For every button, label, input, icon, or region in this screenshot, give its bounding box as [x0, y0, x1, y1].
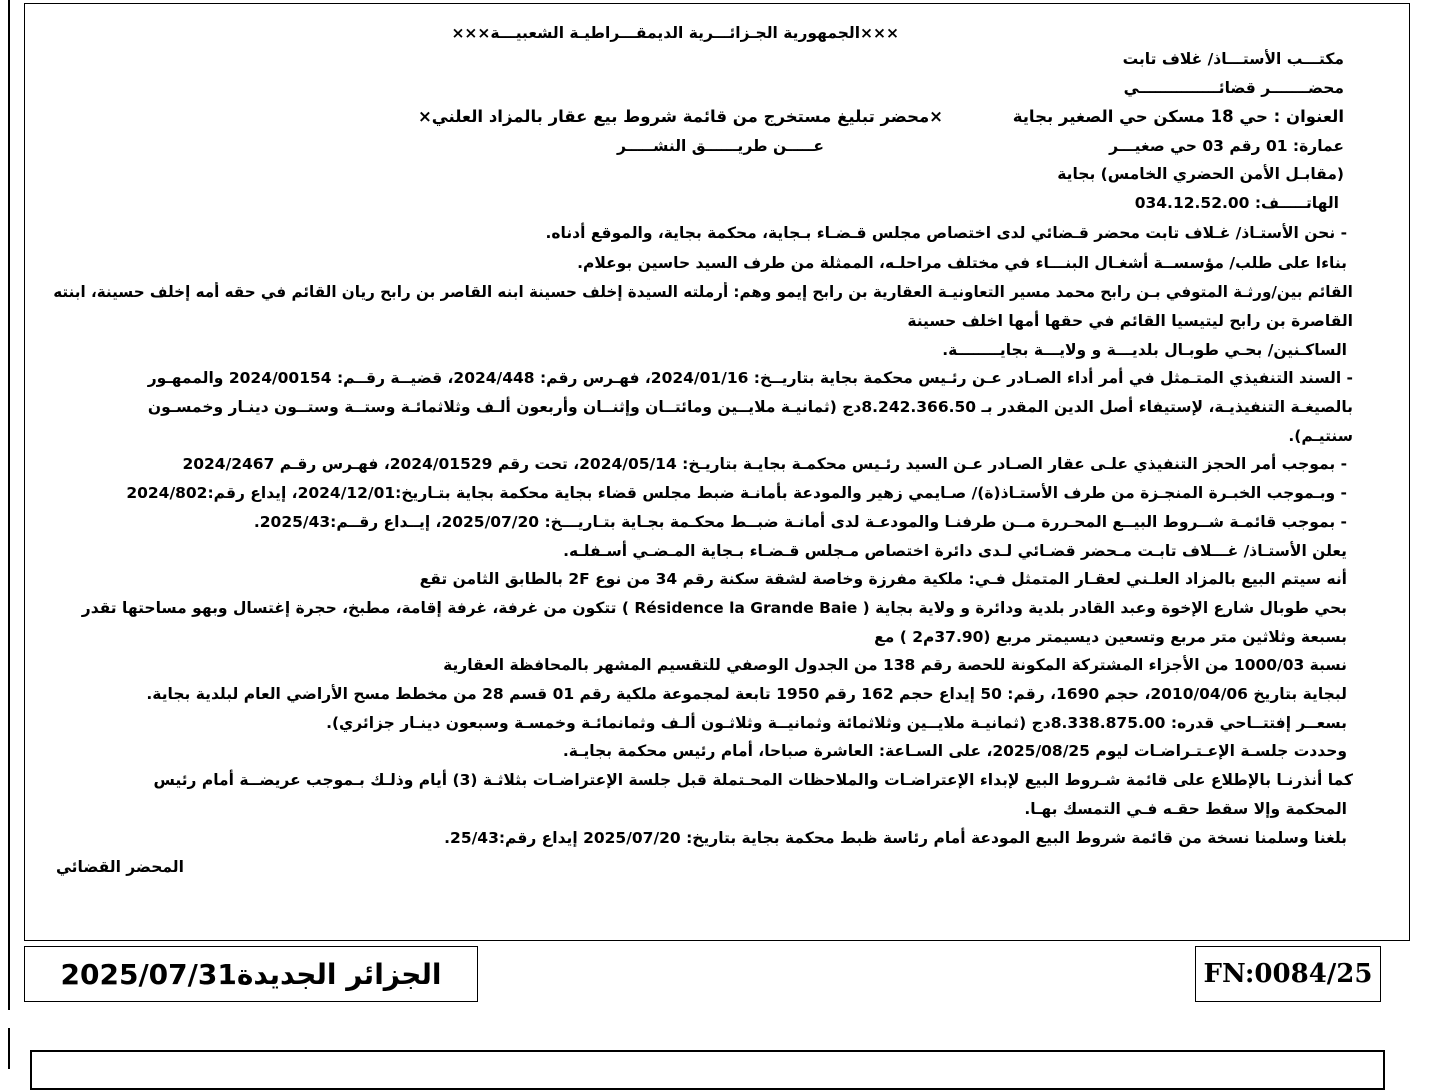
body-line: - بموجب أمر الحجز التنفيذي علـى عقار الصـادر عـن السيد رئـيس محكمـة بجايـة بتاريـخ: 2024/05/14، تحت رقم 2024/01529، فهـرس رقـم 2024/2467	[182, 455, 1347, 473]
body-line: بناءا على طلب/ مؤسســة أشغـال البنـــاء في مختلف مراحلـه، الممثلة من طرف السيد حاسين بوعلام.	[577, 254, 1347, 272]
left-column-rule-lower	[8, 1028, 10, 1069]
body-line: - السند التنفيذي المتـمثل في أمر أداء الصـادر عـن رئـيس محكمة بجاية بتاريــخ: 2024/01/16، فهـرس رقم: 2024/448، قضيــة رقــم: 2024/00154 والممهـور	[147, 369, 1353, 387]
body-line: القائم بين/ورثـة المتوفي بـن رابح محمد مسير التعاونيـة العقارية بن رابح إيمو وهم: أرملته السيدة إخلف حسينة ابنه القاصر بن رابح ريان القائم في حقه أمه إخلف حسينة، ابنته	[53, 283, 1353, 301]
body-line: بلغنا وسلمنا نسخة من قائمة شروط البيع المودعة أمام رئاسة ظبط محكمة بجاية بتاريخ: 2025/07/20 إيداع رقم:25/43.	[444, 829, 1347, 847]
office-building: عمارة: 01 رقم 03 حي صغيـــر	[1109, 137, 1344, 155]
bailiff-title: محضـــــــر قضائـــــــــــــــي	[1123, 79, 1344, 97]
body-line: بحي طوبال شارع الإخوة وعبد القادر بلدية ودائرة و ولاية بجاية ( Résidence la Grande Baie ) تتكون من غرفة، غرفة إقامة، مطبخ، حجرة إغتسال وبهو مساحتها تقدر	[81, 599, 1347, 617]
body-line: سنتيـم).	[1288, 427, 1353, 445]
body-line: وحددت جلسـة الإعـتـراضـات ليوم 2025/08/25، على السـاعة: العاشرة صباحا، أمام رئيس محكمة بجايـة.	[562, 742, 1347, 760]
body-line: يعلن الأستـاذ/ غـــلاف تابـت مـحضر قضـائي لـدى دائرة اختصاص مـجلس قـضـاء بـجاية المـضـي أسـفلـه.	[563, 542, 1347, 560]
body-line: بسعــر إفتتــاحي قدره: 8.338.875.00دج (ثمانيـة ملايــين وثلاثمائة وثمانيــة وثلاثـون ألـف وثمانمائـة وخمسـة وسبعون دينـار جزائري).	[326, 714, 1347, 732]
publication-method: عـــــن طريــــــق النشـــــر	[616, 137, 824, 155]
notice-title: ×محضر تبليغ مستخرج من قائمة شروط بيع عقار بالمزاد العلني×	[417, 107, 943, 126]
republic-header: ×××الجمهورية الجـزائـــرية الديمقـــراطيـة الشعبيـــة×××	[451, 24, 899, 42]
body-line: المحكمة وإلا سقط حقـه فـي التمسك بهـا.	[1024, 800, 1347, 818]
office-phone: الهاتـــــف: 034.12.52.00	[1134, 194, 1339, 212]
left-column-rule	[8, 0, 10, 1010]
signature-label: المحضر القضائي	[56, 858, 184, 876]
body-line: لبجاية بتاريخ 2010/04/06، حجم 1690، رقم: 50 إيداع حجم 162 رقم 1950 تابعة لمجموعة ملكية رقم 01 قسم 28 من مخطط مسح الأراضي العام لبلدية بجاية.	[146, 685, 1347, 703]
next-notice-frame	[30, 1050, 1385, 1090]
office-landmark: (مقابـل الأمن الحضري الخامس) بجاية	[1057, 165, 1344, 183]
newspaper-date-box: الجزائر الجديدة2025/07/31	[24, 946, 478, 1002]
body-line: نسبة 1000/03 من الأجزاء المشتركة المكونة للحصة رقم 138 من الجدول الوصفي للتقسيم المشهر بالمحافظة العقارية	[443, 656, 1347, 674]
body-line: - نحن الأستـاذ/ غـلاف تابت محضر قـضائي لدى اختصاص مجلس قـضـاء بـجاية، محكمة بجاية، والموقع أدناه.	[545, 224, 1347, 242]
body-line: كما أنذرنـا بالإطلاع على قائمة شـروط البيع لإبداء الإعتراضـات والملاحظات المحـتملة قبل جلسة الإعتراضـات بثلاثـة (3) أيام وذلـك بـموجب عريضــة أمام رئيس	[153, 771, 1353, 789]
body-line: الساكـنين/ بحـي طوبـال بلديـــة و ولايـــة بجايــــــــة.	[942, 341, 1347, 359]
body-line: بالصيغـة التنفيذيـة، لإستيفاء أصل الدين المقدر بـ 8.242.366.50دج (ثمانيـة ملايــين ومائتــان وإثنــان وأربعون ألـف وثلاثمائـة وستــة وستــون دينـار وخمسـون	[147, 398, 1353, 416]
file-number-box: FN:0084/25	[1195, 946, 1381, 1002]
body-line: القاصرة بن رابح ليتيسيا القائم في حقها أمها اخلف حسينة	[907, 312, 1353, 330]
body-line: - وبـموجب الخبـرة المنجـزة من طرف الأستـاذ(ة)/ صـايمي زهير والمودعة بأمانـة ضبط مجلس قضاء بجاية محكمة بجاية بتـاريخ:2024/12/01، إيداع رقم:2024/802	[126, 484, 1347, 502]
body-line: أنه سيتم البيع بالمزاد العلـني لعقـار المتمثل فـي: ملكية مفرزة وخاصة لشقة سكنة رقم 34 من نوع 2F بالطابق الثامن تقع	[419, 570, 1347, 588]
body-line: - بموجب قائمـة شــروط البيــع المحـررة مــن طرفنـا والمودعـة لدى أمانـة ضبــط محكـمة بجـاية بتـاريـــخ: 2025/07/20، إيــداع رقــم:2025/43.	[253, 513, 1347, 531]
office-name: مكتـــب الأستـــاذ/ غلاف تابت	[1122, 50, 1344, 68]
body-line: بسبعة وثلاثين متر مربع وتسعين ديسيمتر مربع (37.90م2 ) مع	[874, 628, 1347, 646]
office-address: العنوان : حي 18 مسكن حي الصغير بجاية	[1012, 107, 1344, 126]
